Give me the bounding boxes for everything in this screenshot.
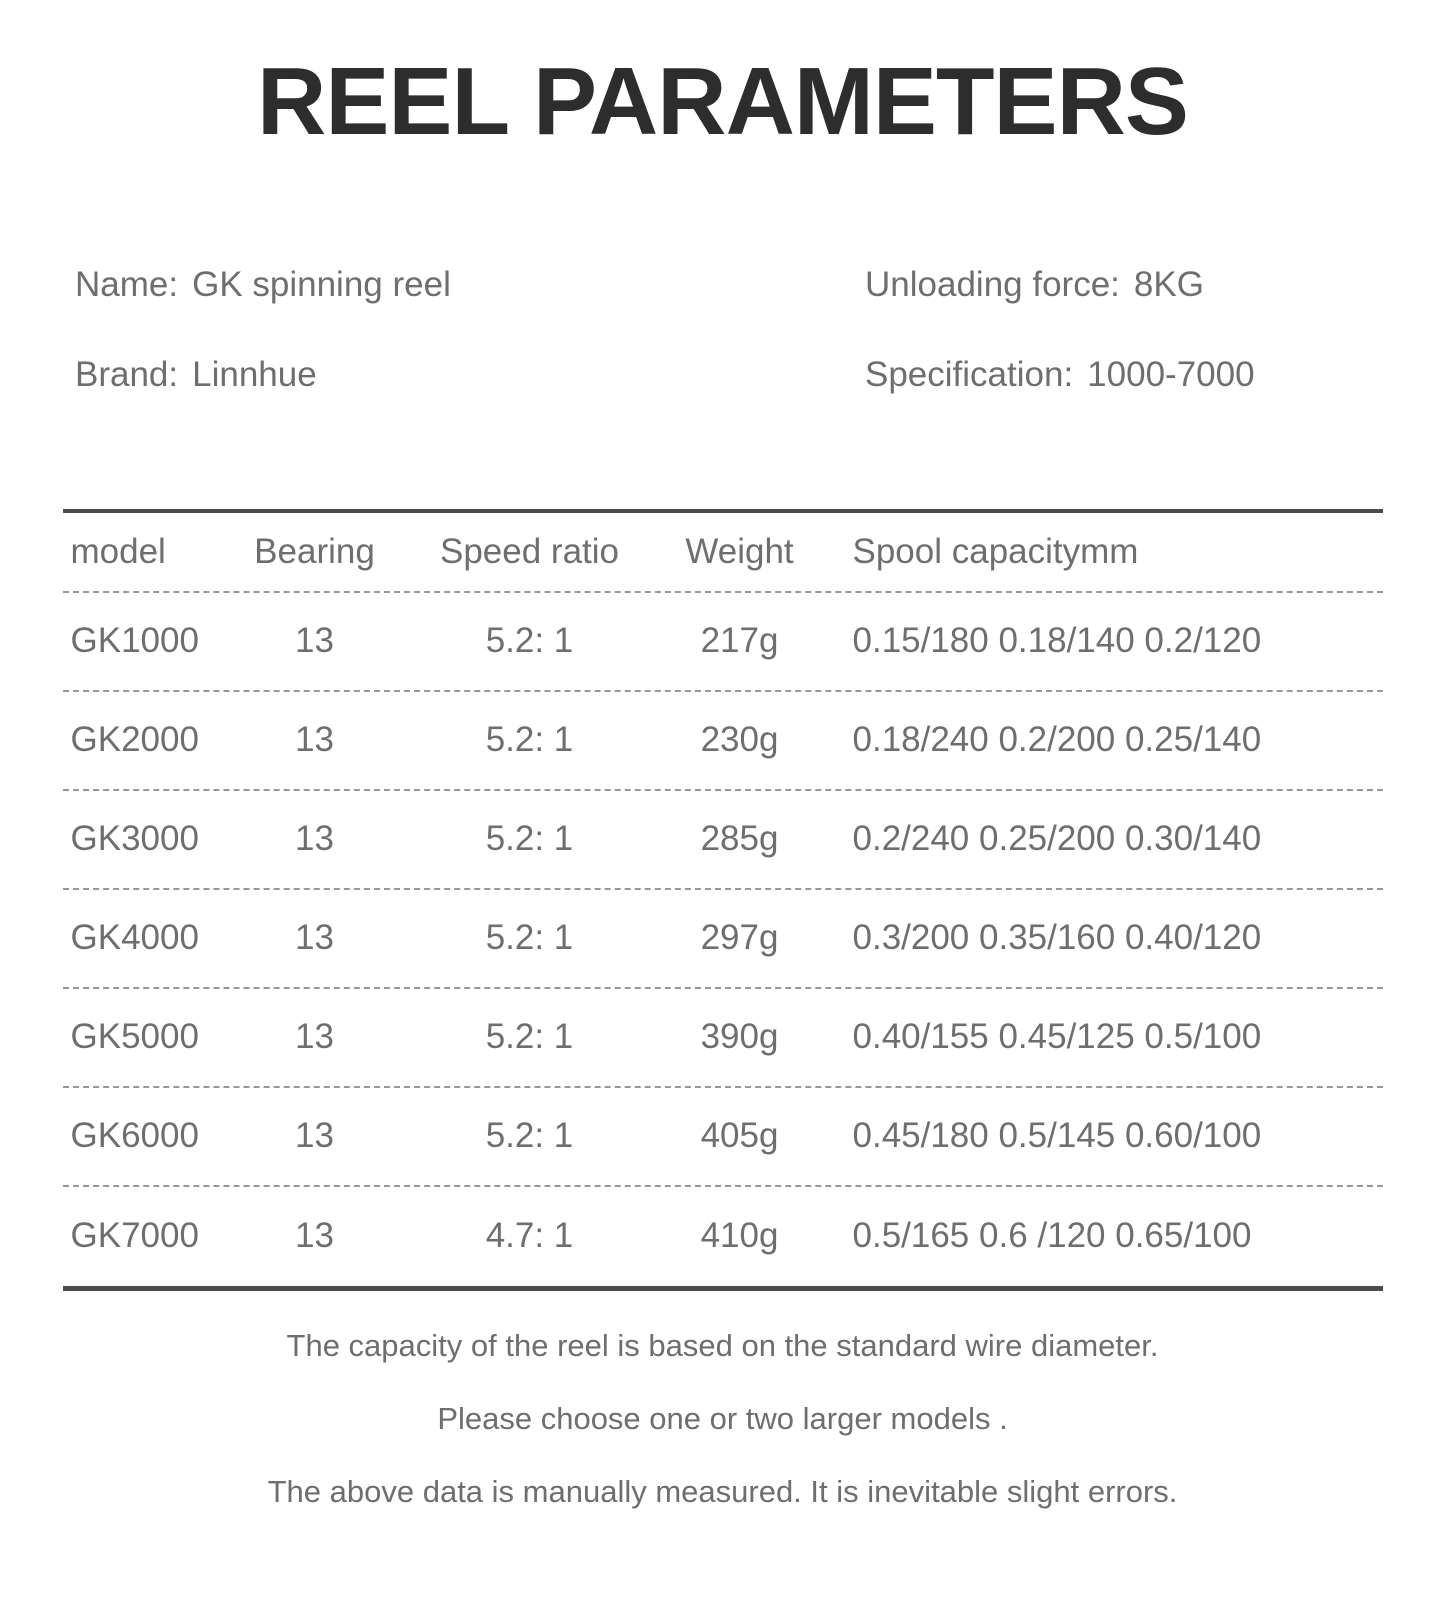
specification-label: Specification: (865, 354, 1074, 394)
note-line: Please choose one or two larger models . (437, 1400, 1008, 1436)
table-cell: 13 (295, 1017, 334, 1057)
table-cell: 13 (295, 819, 334, 859)
table-cell: 285g (700, 819, 779, 859)
footer-notes (0, 1309, 1445, 1528)
table-row (63, 890, 1383, 989)
table-cell: 5.2: 1 (485, 918, 574, 958)
table-row (63, 1088, 1383, 1187)
table-cell: GK2000 (70, 720, 199, 760)
table-cell: 410g (700, 1216, 779, 1256)
table-cell: 13 (295, 1116, 334, 1156)
note-line: The capacity of the reel is based on the standard wire diameter. (286, 1327, 1159, 1363)
table-cell: 13 (295, 918, 334, 958)
name-value: GK spinning reel (192, 264, 451, 304)
info-column-right (865, 265, 1367, 445)
table-cell: 0.15/180 0.18/140 0.2/120 (852, 621, 1262, 661)
table-cell: 13 (295, 720, 334, 760)
table-cell: 297g (700, 918, 779, 958)
table-row (63, 989, 1383, 1088)
table-row (63, 593, 1383, 692)
table-cell: 5.2: 1 (485, 1116, 574, 1156)
parameters-table (63, 509, 1383, 1291)
unloading-force-label: Unloading force: (865, 264, 1120, 304)
page-title: REEL PARAMETERS (257, 48, 1188, 155)
table-cell: 230g (700, 720, 779, 760)
brand-value: Linnhue (192, 354, 317, 394)
table-cell: 0.45/180 0.5/145 0.60/100 (852, 1116, 1262, 1156)
info-column-left (75, 265, 865, 445)
column-header-bearing: Bearing (254, 531, 375, 571)
table-cell: 405g (700, 1116, 779, 1156)
table-cell: 5.2: 1 (485, 1017, 574, 1057)
table-cell: 217g (700, 621, 779, 661)
table-body (63, 593, 1383, 1286)
table-cell: 5.2: 1 (485, 819, 574, 859)
unloading-force-value: 8KG (1133, 264, 1204, 304)
info-specification-line (865, 355, 1367, 395)
table-row (63, 1187, 1383, 1286)
info-unloading-force-line (865, 265, 1367, 305)
table-cell: GK6000 (70, 1116, 199, 1156)
table-cell: 390g (700, 1017, 779, 1057)
column-header-speed-ratio: Speed ratio (439, 531, 620, 571)
table-cell: 0.3/200 0.35/160 0.40/120 (852, 918, 1262, 958)
table-cell: 0.18/240 0.2/200 0.25/140 (852, 720, 1262, 760)
info-brand-line (75, 355, 865, 395)
table-cell: 13 (295, 1216, 334, 1256)
name-label: Name: (75, 264, 179, 304)
table-row (63, 791, 1383, 890)
column-header-weight: Weight (685, 531, 794, 571)
brand-label: Brand: (75, 354, 179, 394)
table-cell: 5.2: 1 (485, 720, 574, 760)
table-cell: GK3000 (70, 819, 199, 859)
table-cell: GK7000 (70, 1216, 199, 1256)
table-cell: 0.5/165 0.6 /120 0.65/100 (852, 1216, 1252, 1256)
table-cell: 5.2: 1 (485, 621, 574, 661)
table-cell: GK5000 (70, 1017, 199, 1057)
table-cell: 13 (295, 621, 334, 661)
table-cell: GK1000 (70, 621, 199, 661)
note-line: The above data is manually measured. It is inevitable slight errors. (267, 1473, 1178, 1509)
specification-value: 1000-7000 (1087, 354, 1255, 394)
table-cell: 0.2/240 0.25/200 0.30/140 (852, 819, 1262, 859)
info-section (0, 265, 1445, 445)
info-name-line (75, 265, 865, 305)
table-header-row (63, 513, 1383, 593)
column-header-model: model (70, 531, 166, 571)
table-cell: 0.40/155 0.45/125 0.5/100 (852, 1017, 1262, 1057)
table-cell: 4.7: 1 (485, 1216, 574, 1256)
table-row (63, 692, 1383, 791)
column-header-spool-capacity: Spool capacitymm (852, 531, 1139, 571)
table-cell: GK4000 (70, 918, 199, 958)
